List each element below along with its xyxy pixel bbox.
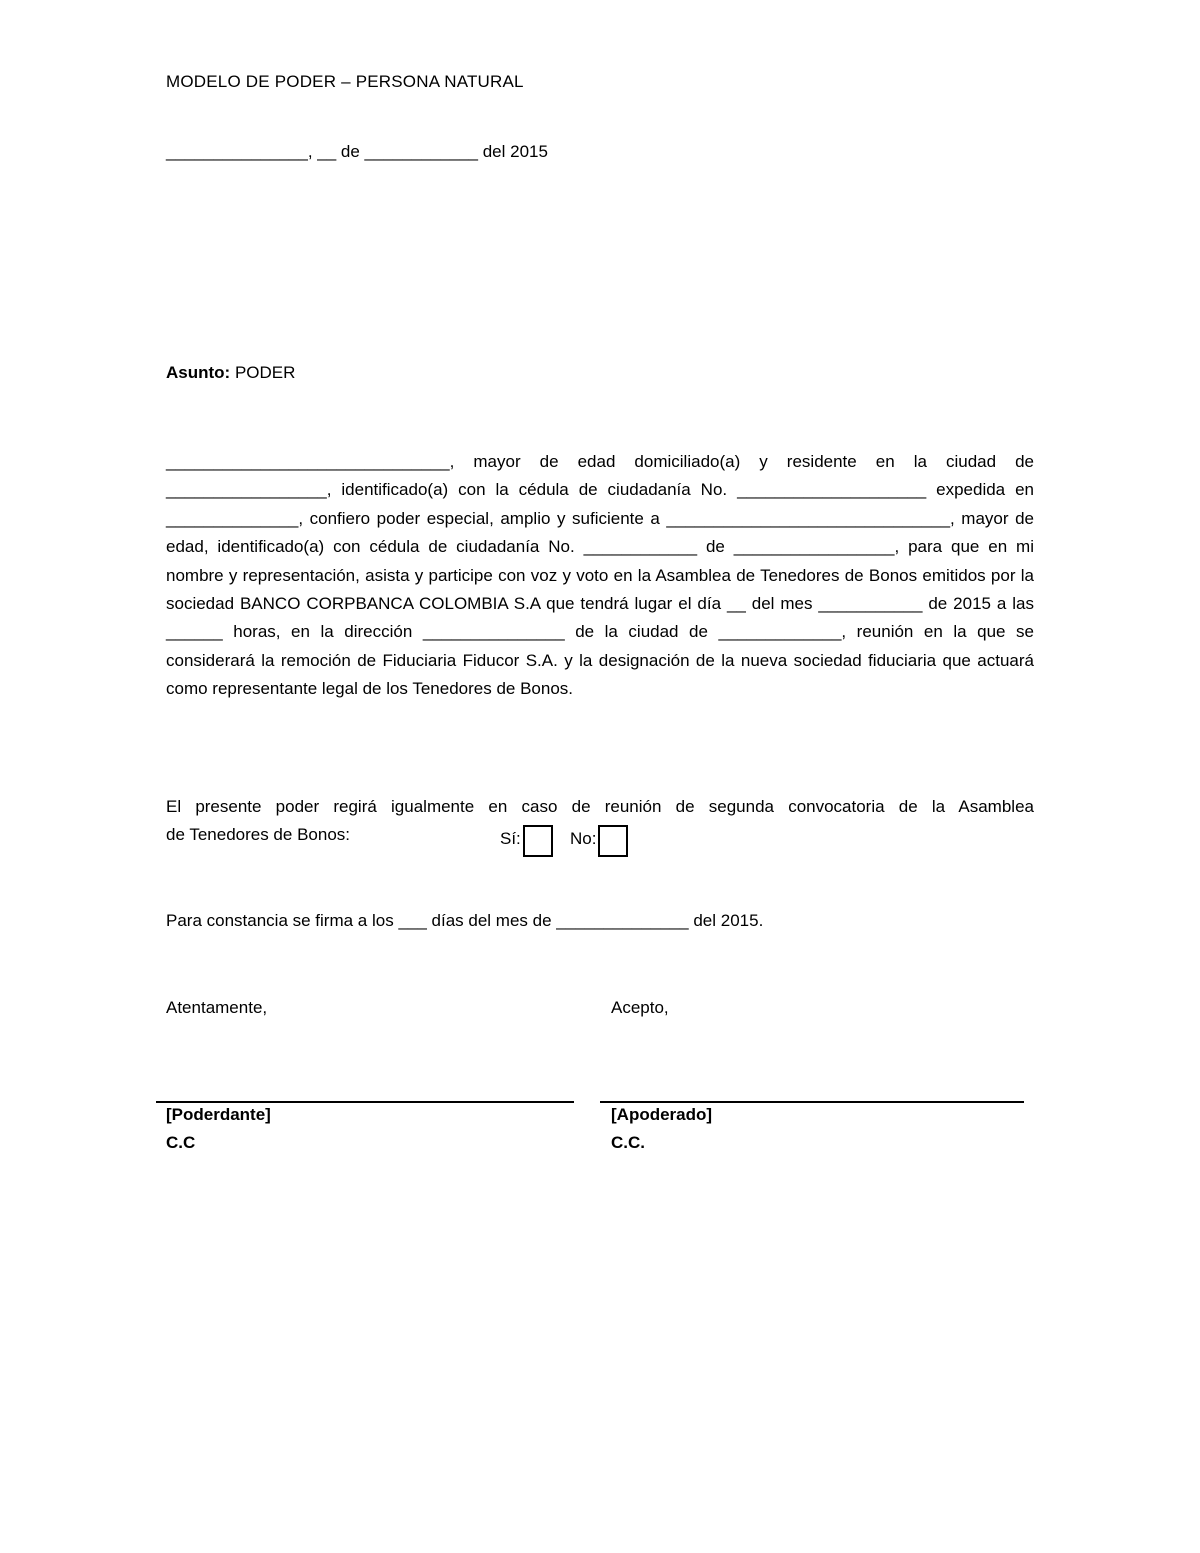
signer-grantor-name: [Poderdante] [166,1105,271,1124]
option-no [570,821,628,857]
subject-line [166,363,295,383]
subject-value: PODER [230,363,296,382]
closing-left: Atentamente, [166,998,268,1017]
subject-label: Asunto: [166,363,231,382]
document-heading: MODELO DE PODER – PERSONA NATURAL [166,72,524,91]
option-no-checkbox[interactable] [598,825,628,857]
signer-attorney-name: [Apoderado] [611,1105,713,1124]
closing-right: Acepto, [611,998,669,1017]
power-of-attorney-paragraph: ______________________________, mayor de edad domiciliado(a) y residente en la ciudad de _________________, identificado(a) con la cédula de ciudadanía No. ____________________ expedida en ______________, confiero poder especial, amplio y suficiente a ______________________________, mayor de edad, identificado(a) con cédula de ciudadanía No. ____________ de _________________, para que en mi nombre y representación, asista y participe con voz y voto en la Asamblea de Tenedores de Bonos emitidos por la sociedad BANCO CORPBANCA COLOMBIA S.A que tendrá lugar el día __ del mes ___________ de 2015 a las ______ horas, en la dirección _______________ de la ciudad de _____________, reunión en la que se considerará la remoción de Fiduciaria Fiducor S.A. y la designación de la nueva sociedad fiduciaria que actuará como representante legal de los Tenedores de Bonos. [166,452,1034,699]
signature-line-attorney [600,1101,1024,1103]
option-yes [500,821,553,857]
second-call-text: El presente poder regirá igualmente en caso de reunión de segunda convocatoria de la Asamblea [166,797,1034,816]
date-line: _______________, __ de ____________ del 2015 [166,142,548,161]
signing-statement: Para constancia se firma a los ___ días del mes de ______________ del 2015. [166,911,764,930]
signer-grantor-id: C.C [166,1133,196,1152]
second-call-options-row [166,821,1034,851]
second-call-paragraph [166,793,1034,851]
signature-line-grantor [156,1101,574,1103]
option-no-label: No: [570,829,597,848]
option-yes-checkbox[interactable] [523,825,553,857]
option-yes-label: Sí: [500,829,521,848]
second-call-text-continued: de Tenedores de Bonos: [166,825,350,844]
signer-attorney-id: C.C. [611,1133,645,1152]
